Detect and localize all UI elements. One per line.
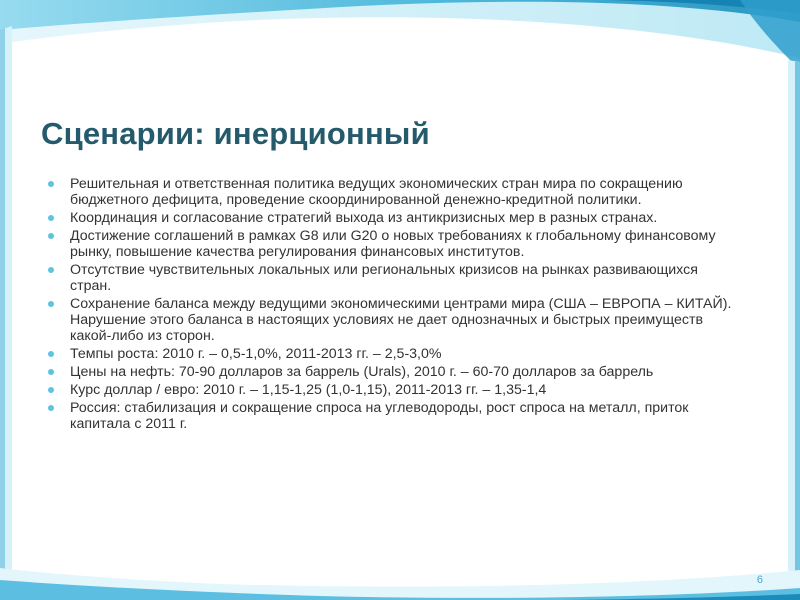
bullet-item [48,262,738,294]
bullet-dot-icon [48,267,54,273]
bullet-text: Россия: стабилизация и сокращение спроса на углеводороды, рост спроса на металл, приток капитала с 2011 г. [70,400,689,432]
bullet-item [48,382,738,398]
bullet-dot-icon [48,301,54,307]
bullet-dot-icon [48,387,54,393]
bullet-text: Цены на нефть: 70-90 долларов за баррель (Urals), 2010 г. – 60-70 долларов за баррель [70,364,654,380]
bullet-text: Сохранение баланса между ведущими экономическими центрами мира (США – ЕВРОПА – КИТАЙ). Нарушение этого баланса в настоящих условиях не дает однозначных и быстрых преимуществ какой-либо из сторон. [70,296,732,344]
bullet-item [48,296,738,344]
bullet-text: Курс доллар / евро: 2010 г. – 1,15-1,25 (1,0-1,15), 2011-2013 гг. – 1,35-1,4 [70,382,547,398]
bullet-dot-icon [48,215,54,221]
bullet-item [48,346,738,362]
bullet-dot-icon [48,405,54,411]
bullet-text: Отсутствие чувствительных локальных или региональных кризисов на рынках развивающихся стран. [70,262,698,294]
bullet-dot-icon [48,351,54,357]
bullet-text: Решительная и ответственная политика ведущих экономических стран мира по сокращению бюджетного дефицита, проведение скоординированной денежно-кредитной политики. [70,176,683,208]
left-band-mid [0,28,5,600]
bullet-item [48,176,738,208]
bullet-text: Темпы роста: 2010 г. – 0,5-1,0%, 2011-2013 гг. – 2,5-3,0% [70,346,442,362]
bullet-item [48,364,738,380]
bullet-item [48,228,738,260]
page-number: 6 [756,574,763,586]
bullet-dot-icon [48,233,54,239]
bullet-dot-icon [48,369,54,375]
bullet-text: Достижение соглашений в рамках G8 или G20 о новых требованиях к глобальному финансовому рынку, повышение качества регулирования финансовых институтов. [70,228,716,260]
bullet-dot-icon [48,181,54,187]
bullet-text: Координация и согласование стратегий выхода из антикризисных мер в разных странах. [70,210,658,226]
bullet-list [48,176,738,434]
bullet-item [48,210,738,226]
bullet-item [48,400,738,432]
right-band-mid [795,60,800,600]
slide-title: Сценарии: инерционный [41,116,430,151]
